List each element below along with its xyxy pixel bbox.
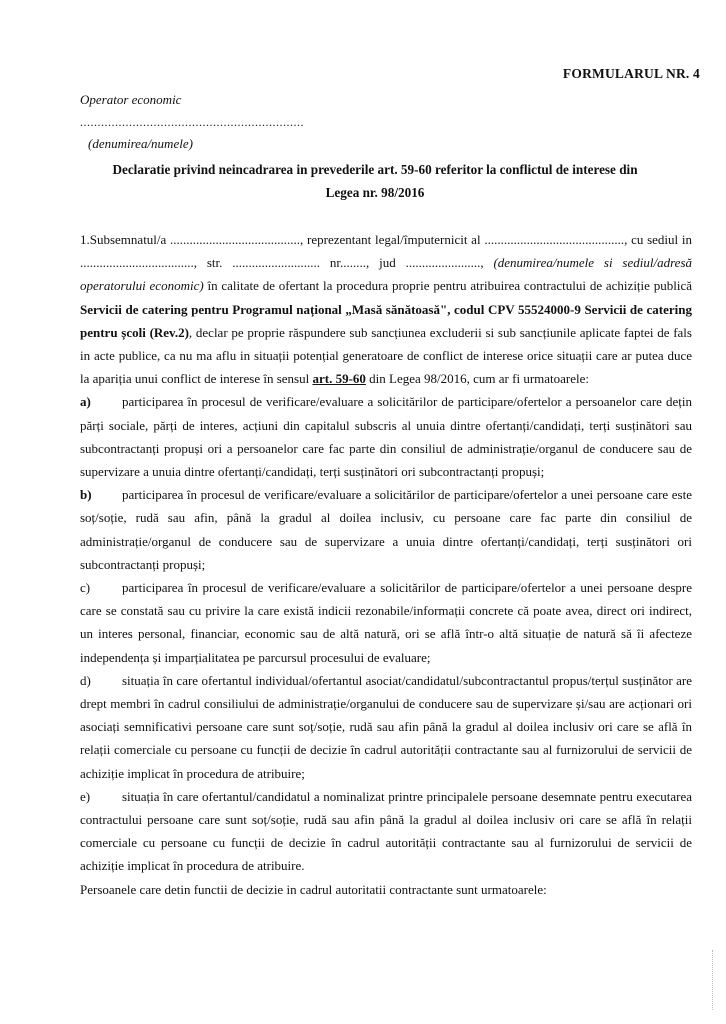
denumire-caption: (denumirea/numele) [88,136,193,151]
list-item-d [80,669,692,785]
declaration-title [80,158,670,204]
intro-text-2: în calitate de ofertant la procedura proprie pentru atribuirea contractului de achiziție publică [203,278,692,294]
item-label: e) [80,788,91,804]
title-line-2: Legea nr. 98/2016 [325,185,425,200]
title-line-1: Declaratie privind neincadrarea in prevederile art. 59-60 referitor la conflictul de interese din [112,162,638,177]
item-label: a) [80,394,91,410]
list-item-a [80,390,692,483]
item-label: d) [80,672,91,688]
declaration-body [80,228,692,901]
intro-italic: (denumirea/numele si sediul/adresă operatorului economic) [80,255,693,294]
item-text: situația în care ofertantul/candidatul a nominalizat printre principalele persoane desemnate pentru executarea contractului persoane care sunt soț/soție, rudă sau afin până la gradul al doilea inclusiv ori care se află în relații comerciale cu persoane cu funcții de decizie în cadrul autorității contractante sau al furnizorului de servicii de achiziție implicat în procedura de atribuire. [80,788,692,874]
item-text: participarea în procesul de verificare/evaluare a solicitărilor de participare/ofertelor a unei persoane care este soț/soție, rudă sau afin, până la gradul al doilea inclusiv, cu persoane care fac parte din consiliul de administrație/organul de conducere sau de supervizare a unuia dintre ofertanți/candidați, terți susținători ori subcontractanți propuși; [80,487,692,572]
item-label: b) [80,487,92,503]
item-label: c) [80,580,91,596]
scan-margin-marks [712,950,715,1010]
item-text: participarea în procesul de verificare/evaluare a solicitărilor de participare/ofertelor a persoanelor care dețin părți sociale, părți de interes, acțiuni din capitalul subscris al unuia dintre ofertanți/candidați, terți susținători sau subcontractanți propuși ori a persoanelor care fac parte din consiliul de administrație/organul de conducere sau de supervizare a unuia dintre ofertanți/candidați, terți susținători ori subcontractanți propuși; [80,394,692,480]
list-item-e [80,785,692,878]
intro-text-3: , declar pe proprie răspundere sub sancțiunea excluderii si sub sancțiunile aplicate faptei de fals in acte publice, ca nu ma aflu in situații potențial generatoare de conflict de interese orice situații care ar putea duce la apariția unui conflict de interese în sensul [80,324,692,387]
intro-paragraph [80,228,692,390]
operator-label: Operator economic [80,92,182,107]
closing-line: Persoanele care detin functii de decizie in cadrul autoritatii contractante sunt urmatoarele: [80,881,547,897]
intro-text-4: din Legea 98/2016, cum ar fi urmatoarele: [365,371,590,387]
item-text: situația în care ofertantul individual/ofertantul asociat/candidatul/subcontractantul propus/terțul susținător are drept membri în cadrul consiliului de administrație/organului de conducere sau de supervizare și/sau are acționari ori asociați semnificativi persoane care sunt soț/soție, rudă sau afin până la gradul al doilea inclusiv ori care se află în relații comerciale cu persoane cu funcții de decizie în cadrul autorității contractante sau al furnizorului de servicii de achiziție implicat în procedura de atribuire; [80,672,692,781]
operator-name-blank: ................................................................ [80,115,304,129]
list-item-b [80,483,692,576]
form-number: FORMULARUL NR. 4 [562,66,700,81]
item-text: participarea în procesul de verificare/evaluare a solicitărilor de participare/ofertelor a unei persoane despre care se constată sau cu privire la care există indicii rezonabile/informații concrete că poate avea, direct ori indirect, un interes personal, financiar, economic sau de altă natură, ori se află într-o altă situație de natură să îi afecteze independența și imparțialitatea pe parcursul procesului de evaluare; [80,580,692,665]
list-item-c [80,576,692,669]
procurement-name: Servicii de catering pentru Programul național „Masă sănătoasă", codul CPV 55524000-9 Servicii de catering pentru școli (Rev.2) [80,301,692,340]
law-article-link: art. 59-60 [312,371,366,387]
intro-text-1: 1.Subsemnatul/a ........................................, reprezentant legal/împuternicit al ..........................................., cu sediul in ..................................., str. ........................... nr........, jud ......................., [80,232,692,271]
